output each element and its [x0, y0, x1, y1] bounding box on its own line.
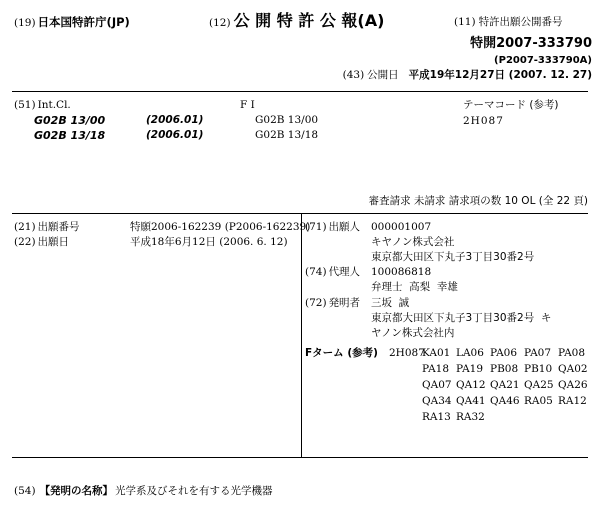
agent-id: 100086818	[371, 266, 432, 278]
document-type: 公 開 特 許 公 報(A)	[233, 11, 385, 30]
application-date: 平成18年6月12日 (2006. 6. 12)	[130, 236, 288, 248]
document-type-field	[209, 12, 384, 30]
inventor-address: ヤノン株式会社内	[371, 327, 455, 339]
theme-code: 2H087	[463, 115, 504, 127]
examination-status: 審査請求 未請求 請求項の数 10 OL (全 22 頁)	[368, 195, 588, 207]
divider-bottom	[12, 457, 588, 458]
fterm-code: PB08	[490, 363, 519, 375]
fterm-code: RA05	[524, 395, 553, 407]
divider-middle	[12, 213, 588, 214]
fterm-code: RA13	[422, 411, 451, 423]
publication-date-field: (43) 公開日 平成19年12月27日 (2007. 12. 27)	[342, 69, 592, 81]
invention-title-field	[14, 486, 273, 498]
application-date-label: (22) 出願日	[14, 236, 70, 248]
fterm-code: QA02	[558, 363, 588, 375]
fterm-code: RA32	[456, 411, 485, 423]
fterm-code: PA06	[490, 347, 518, 359]
publication-date: 平成19年12月27日 (2007. 12. 27)	[408, 69, 592, 81]
invention-title-label: 【発明の名称】	[39, 485, 114, 497]
agent-name: 弁理士 高梨 幸雄	[371, 281, 458, 293]
fterm-code: PA08	[558, 347, 586, 359]
fterm-code: QA34	[422, 395, 452, 407]
fterm-code: QA12	[456, 379, 486, 391]
intcl-code: G02B 13/18	[34, 129, 106, 142]
fterm-code: QA07	[422, 379, 452, 391]
applicant-address: 東京都大田区下丸子3丁目30番2号	[371, 251, 535, 263]
fterm-code: PA19	[456, 363, 484, 375]
invention-title-code: (54)	[14, 485, 36, 497]
intcl-label: (51) Int.Cl.	[14, 99, 71, 111]
divider-top	[12, 91, 588, 92]
intcl-date: (2006.01)	[146, 129, 204, 141]
application-number-label: (21) 出願番号	[14, 221, 80, 233]
publication-date-code: (43)	[342, 69, 365, 81]
country-field	[14, 16, 130, 30]
fterm-label: Fターム (参考)	[305, 347, 378, 359]
applicant-label: (71) 出願人	[305, 221, 361, 233]
country-number: (19)	[14, 17, 36, 29]
fterm-code: QA26	[558, 379, 588, 391]
fterm-theme: 2H087	[389, 347, 425, 359]
country-name: 日本国特許庁(JP)	[37, 15, 130, 29]
fterm-code: RA12	[558, 395, 587, 407]
intcl-code: G02B 13/00	[34, 114, 106, 127]
publication-number-label: (11) 特許出願公開番号	[454, 16, 563, 28]
fi-code: G02B 13/18	[255, 129, 319, 141]
fterm-code: QA25	[524, 379, 554, 391]
applicant-name: キヤノン株式会社	[371, 236, 455, 248]
inventor-name: 三坂 誠	[371, 297, 410, 309]
intcl-date: (2006.01)	[146, 114, 204, 126]
publication-number: 特開2007-333790	[470, 36, 592, 51]
fterm-code: PA07	[524, 347, 552, 359]
document-type-number: (12)	[209, 17, 231, 29]
column-divider	[301, 213, 302, 457]
publication-number-alt: (P2007-333790A)	[494, 55, 592, 66]
fterm-code: QA21	[490, 379, 520, 391]
fterm-code: KA01	[422, 347, 451, 359]
agent-label: (74) 代理人	[305, 266, 361, 278]
theme-code-label: テーマコード (参考)	[463, 99, 559, 111]
publication-number-code: (11)	[454, 16, 476, 28]
invention-title: 光学系及びそれを有する光学機器	[115, 485, 273, 497]
inventor-address: 東京都大田区下丸子3丁目30番2号 キ	[371, 312, 552, 324]
fterm-code: QA46	[490, 395, 520, 407]
application-number: 特願2006-162239 (P2006-162239)	[130, 221, 311, 233]
fterm-code: QA41	[456, 395, 486, 407]
fi-label: F I	[240, 99, 255, 111]
applicant-id: 000001007	[371, 221, 432, 233]
fterm-code: PB10	[524, 363, 553, 375]
fi-code: G02B 13/00	[255, 114, 319, 126]
inventor-label: (72) 発明者	[305, 297, 361, 309]
fterm-code: LA06	[456, 347, 484, 359]
fterm-code: PA18	[422, 363, 450, 375]
